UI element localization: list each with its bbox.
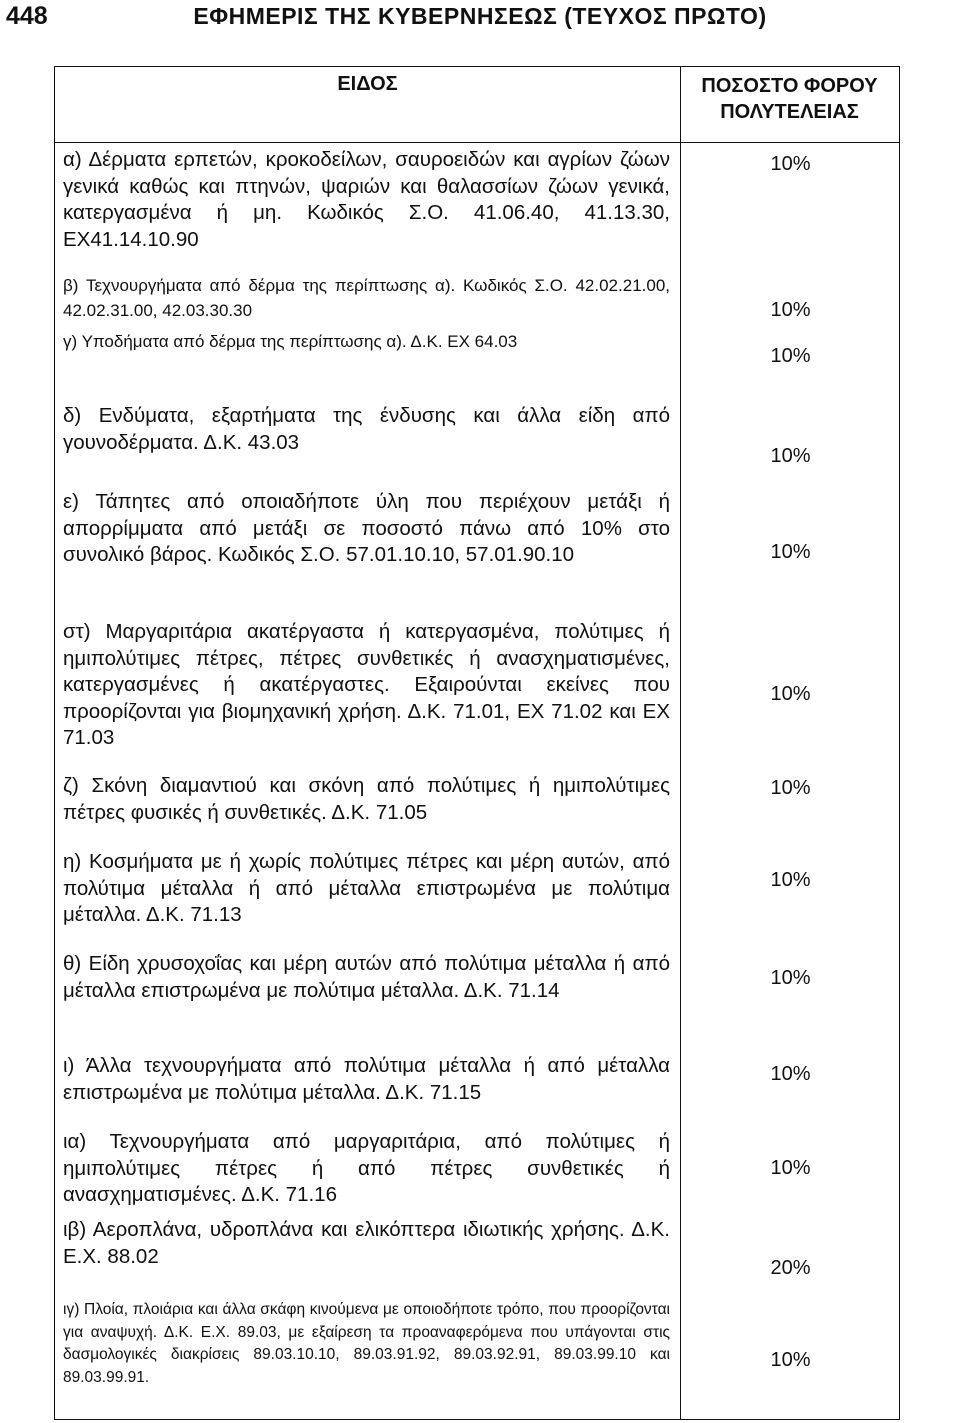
table-row-text: ιβ) Αεροπλάνα, υδροπλάνα και ελικόπτερα ιδιωτικής χρήσης. Δ.Κ. Ε.Χ. 88.02 (63, 1218, 670, 1268)
table-row-text: στ) Μαργαριτάρια ακατέργαστα ή κατεργασμένα, πολύτιμες ή ημιπολύτιμες πέτρες, πέτρες συνθετικές ή ανασχηματισμένες, κατεργασμένες ή ακατέργαστες. Εξαιρούνται εκείνες που προορίζονται για βιομηχανική χρήση. Δ.Κ. 71.01, ΕΧ 71.02 και ΕΧ 71.03 (63, 620, 670, 749)
tax-rate-table (54, 66, 900, 1420)
table-row-rate: 10% (770, 1349, 811, 1371)
column-header-rate-line2: ΠΟΛΥΤΕΛΕΙΑΣ (720, 101, 859, 123)
column-header-kind: ΕΙΔΟΣ (337, 73, 398, 95)
table-row-rate: 10% (770, 1063, 811, 1085)
table-row-text: ε) Τάπητες από οποιαδήποτε ύλη που περιέχουν μετάξι ή απορρίμματα από μετάξι σε ποσοστό πάνω από 10% στο συνολικό βάρος. Κωδικός Σ.Ο. 57.01.10.10, 57.01.90.10 (63, 490, 670, 566)
table-row-rate: 10% (770, 541, 811, 563)
table-row-rate: 10% (770, 967, 811, 989)
table-row-rate: 20% (770, 1257, 811, 1279)
table-row-rate: 10% (770, 869, 811, 891)
column-divider (680, 67, 681, 1419)
table-row-text: ια) Τεχνουργήματα από μαργαριτάρια, από πολύτιμες ή ημιπολύτιμες πέτρες ή από πέτρες συνθετικές ή ανασχηματισμένες. Δ.Κ. 71.16 (63, 1130, 670, 1206)
page-header (0, 0, 960, 40)
table-row-rate: 10% (770, 299, 811, 321)
table-row-text: ζ) Σκόνη διαμαντιού και σκόνη από πολύτιμες ή ημιπολύτιμες πέτρες φυσικές ή συνθετικές. Δ.Κ. 71.05 (63, 774, 670, 824)
table-row-text: α) Δέρματα ερπετών, κροκοδείλων, σαυροειδών και αγρίων ζώων γενικά καθώς και πτηνών, ψαριών και θαλασσίων ζώων γενικά, κατεργασμένα ή μη. Κωδικός Σ.Ο. 41.06.40, 41.13.30, ΕΧ41.14.10.90 (63, 148, 670, 251)
table-row-rate: 10% (770, 345, 811, 367)
table-row-rate: 10% (770, 1157, 811, 1179)
table-row-text: ιγ) Πλοία, πλοιάρια και άλλα σκάφη κινούμενα με οποιοδήποτε τρόπο, που προορίζονται για αναψυχή. Δ.Κ. Ε.Χ. 89.03, με εξαίρεση τα προαναφερόμενα που υπάγονται στις δασμολογικές διακρίσεις 89.03.10.10, 89.03.91.92, 89.03.92.91, 89.03.99.10 και 89.03.99.91. (63, 1301, 670, 1386)
table-row-rate: 10% (770, 153, 811, 175)
table-row-rate: 10% (770, 445, 811, 467)
table-row-text: δ) Ενδύματα, εξαρτήματα της ένδυσης και άλλα είδη από γουνοδέρματα. Δ.Κ. 43.03 (63, 404, 670, 454)
column-header-rate (680, 73, 899, 125)
gazette-title: ΕΦΗΜΕΡΙΣ ΤΗΣ ΚΥΒΕΡΝΗΣΕΩΣ (ΤΕΥΧΟΣ ΠΡΩΤΟ) (193, 3, 767, 29)
header-divider (55, 142, 899, 143)
table-row-text: β) Τεχνουργήματα από δέρμα της περίπτωσης α). Κωδικός Σ.Ο. 42.02.21.00, 42.02.31.00, 42.03.30.30 (63, 276, 670, 320)
table-row-text: η) Κοσμήματα με ή χωρίς πολύτιμες πέτρες και μέρη αυτών, από πολύτιμα μέταλλα ή από μέταλλα επιστρωμένα με πολύτιμα μέταλλα. Δ.Κ. 71.13 (63, 850, 670, 926)
table-row-rate: 10% (770, 777, 811, 799)
table-row-text: γ) Υποδήματα από δέρμα της περίπτωσης α). Δ.Κ. ΕΧ 64.03 (63, 332, 518, 351)
table-row-text: θ) Είδη χρυσοχοΐας και μέρη αυτών από πολύτιμα μέταλλα ή από μέταλλα επιστρωμένα με πολύτιμα μέταλλα. Δ.Κ. 71.14 (63, 952, 670, 1002)
table-row-rate: 10% (770, 683, 811, 705)
table-row-text: ι) Άλλα τεχνουργήματα από πολύτιμα μέταλλα ή από μέταλλα επιστρωμένα με πολύτιμα μέταλλα. Δ.Κ. 71.15 (63, 1054, 670, 1104)
column-header-rate-line1: ΠΟΣΟΣΤΟ ΦΟΡΟΥ (701, 75, 878, 97)
page-number: 448 (6, 2, 48, 30)
